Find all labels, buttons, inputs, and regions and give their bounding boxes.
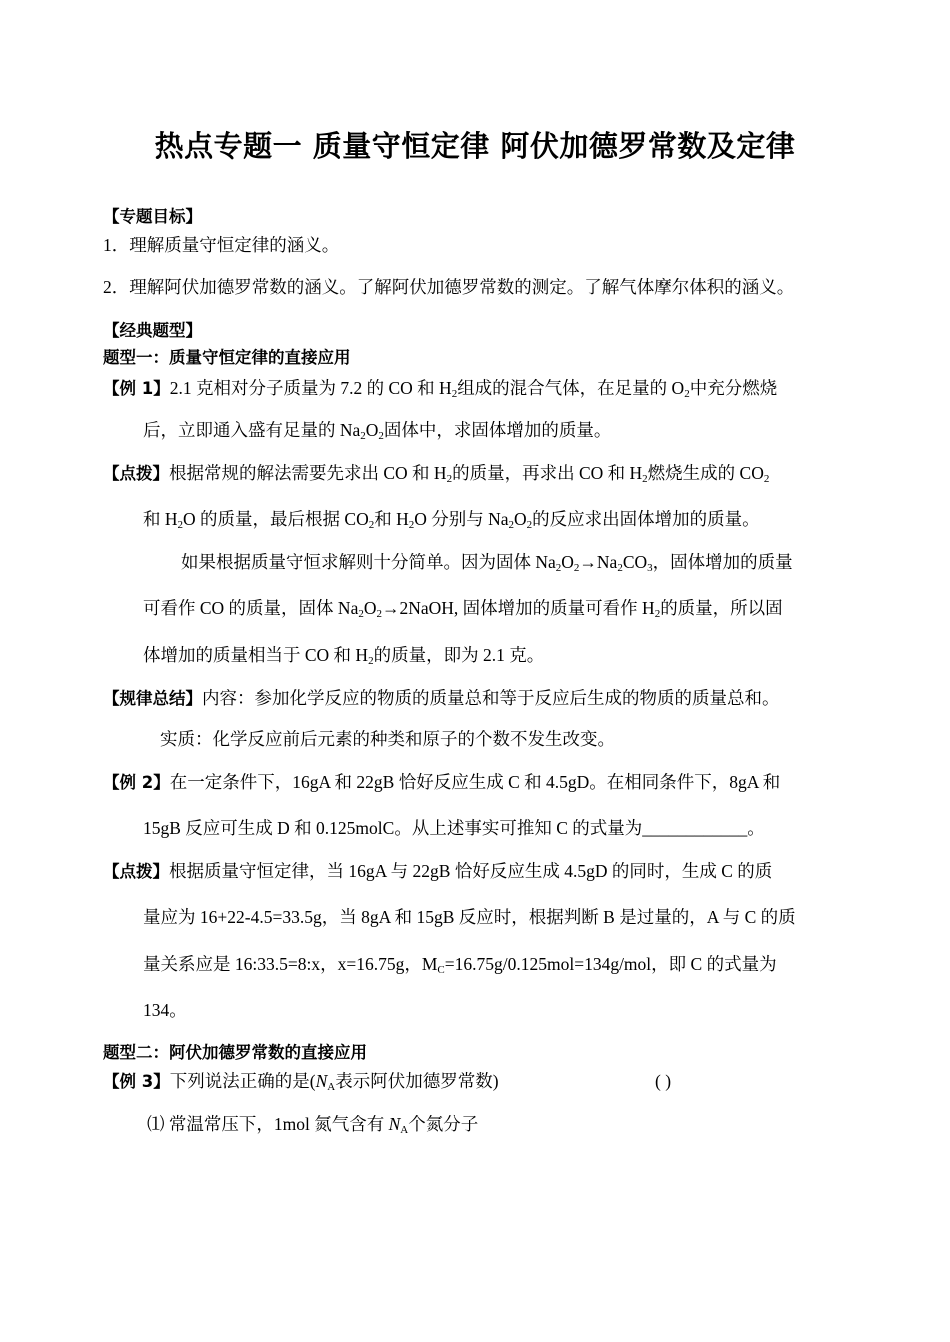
hint2-line2: 量应为 16+22-4.5=33.5g，当 8gA 和 15gB 反应时，根据判断 B 是过量的，A 与 C 的质	[143, 907, 796, 927]
example3-line1: 【例 3】下列说法正确的是($N_A$表示阿伏加德罗常数)	[103, 1071, 499, 1093]
example2-line2: 15gB 反应可生成 D 和 0.125molC。从上述事实可推知 C 的式量为____________。	[143, 818, 765, 838]
hint1-line1: 【点拨】根据常规的解法需要先求出 CO 和 $H_2$的质量，再求出 CO 和 $H_2$燃烧生成的 $CO_2$	[103, 463, 770, 485]
example2-line1: 【例 2】在一定条件下，16gA 和 22gB 恰好反应生成 C 和 4.5gD。在相同条件下，8gA 和	[103, 772, 781, 792]
example1-line2: 后，立即通入盛有足量的 $Na_2O_2$固体中，求固体增加的质量。	[143, 420, 612, 442]
rule-summary-label: 【规律总结】	[103, 689, 202, 708]
hint1-line2: 和 $H_2O$ 的质量，最后根据 $CO_2$和 $H_2O$ 分别与 $Na_2O_2$的反应求出固体增加的质量。	[143, 509, 760, 531]
hint2-label: 【点拨】	[103, 862, 169, 881]
answer-parentheses: ( )	[655, 1071, 672, 1091]
hint1-line3: 如果根据质量守恒求解则十分简单。因为固体 $Na_2O_2\to Na_2CO_3$，固体增加的质量	[181, 552, 793, 574]
rule-summary-line1: 【规律总结】内容：参加化学反应的物质的质量总和等于反应后生成的物质的质量总和。	[103, 688, 780, 708]
hint1-line4: 可看作 CO 的质量，固体 $Na_2O_2\to 2NaOH$, 固体增加的质量可看作 $H_2$的质量，所以固	[143, 598, 783, 620]
hint2-line4: 134。	[143, 1000, 187, 1020]
page-title: 热点专题一 质量守恒定律 阿伏加德罗常数及定律	[154, 129, 796, 163]
hint1-line5: 体增加的质量相当于 CO 和 $H_2$的质量，即为 2.1 克。	[143, 645, 545, 667]
type2-heading: 题型二：阿伏加德罗常数的直接应用	[103, 1043, 367, 1062]
classic-heading: 【经典题型】	[103, 321, 202, 340]
example1-label: 【例 1】	[103, 379, 170, 398]
example3-label: 【例 3】	[103, 1072, 170, 1091]
goals-heading: 【专题目标】	[103, 207, 202, 226]
hint2-line1: 【点拨】根据质量守恒定律，当 16gA 与 22gB 恰好反应生成 4.5gD 的同时，生成 C 的质	[103, 861, 773, 881]
type1-heading: 题型一：质量守恒定律的直接应用	[103, 348, 351, 367]
goal-item-1: 1．理解质量守恒定律的涵义。	[103, 235, 340, 255]
example1-line1: 【例 1】2.1 克相对分子质量为 7.2 的 CO 和 $H_2$组成的混合气体，在足量的 $O_2$中充分燃烧	[103, 378, 778, 400]
example3-option1: ⑴ 常温常压下，1mol 氮气含有 $N_A$个氮分子	[147, 1114, 479, 1136]
goal-item-2: 2．理解阿伏加德罗常数的涵义。了解阿伏加德罗常数的测定。了解气体摩尔体积的涵义。	[103, 277, 795, 297]
rule-summary-line2: 实质：化学反应前后元素的种类和原子的个数不发生改变。	[160, 729, 615, 749]
example2-label: 【例 2】	[103, 773, 170, 792]
hint2-line3: 量关系应是 16:33.5=8:x，x=16.75g，$M_C=16.75g/0.125mol=134g$/mol，即 C 的式量为	[143, 954, 777, 976]
hint1-label: 【点拨】	[103, 464, 169, 483]
